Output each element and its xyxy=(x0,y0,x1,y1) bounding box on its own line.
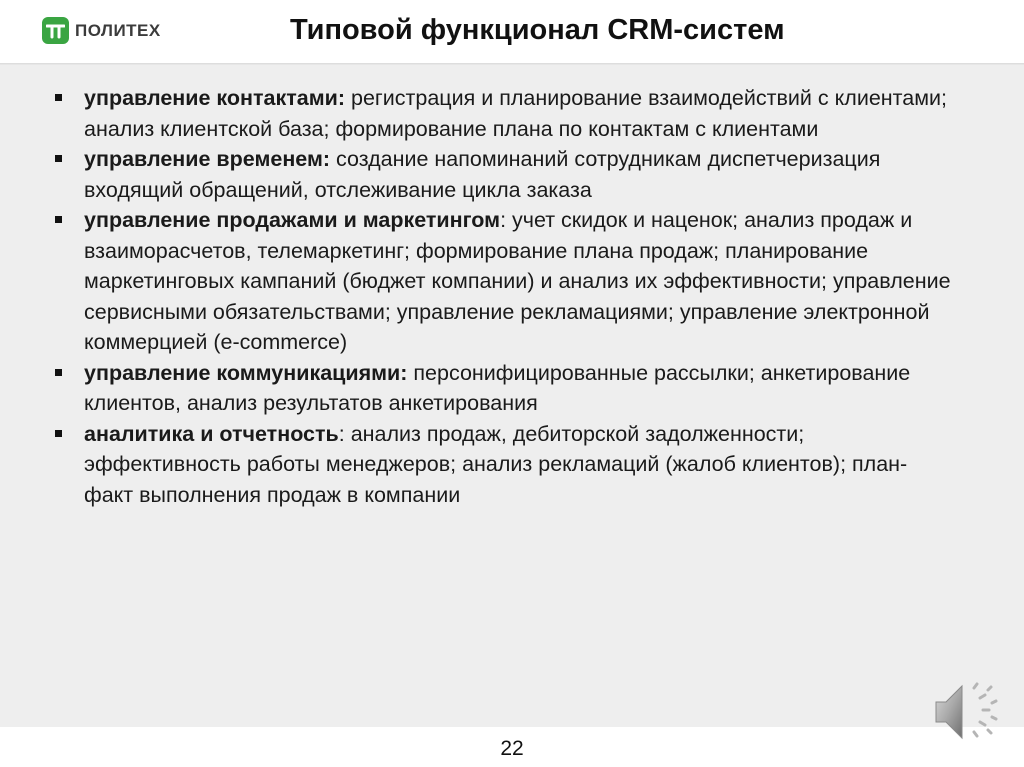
list-item-time xyxy=(55,144,955,205)
list-item-text: создание напоминаний сотрудникам диспетчеризация входящий обращений, отслеживание цикла заказа xyxy=(84,147,881,202)
square-bullet-icon xyxy=(55,94,62,101)
list-item-text: персонифицированные рассылки; анкетирование клиентов, анализ результатов анкетирования xyxy=(84,360,911,415)
square-bullet-icon xyxy=(55,369,62,376)
speaker-icon[interactable] xyxy=(930,676,1002,748)
logo-text: ПОЛИТЕХ xyxy=(75,20,161,40)
slide-header xyxy=(0,0,1024,64)
list-item-text: регистрация и планирование взаимодействий с клиентами; анализ клиентской база; формирование плана по контактам с клиентами xyxy=(84,86,947,141)
page-number: 22 xyxy=(500,737,524,760)
pi-letter-icon xyxy=(46,22,65,39)
square-bullet-icon xyxy=(55,155,62,162)
list-item-analytics xyxy=(55,419,955,511)
list-item-text: : анализ продаж, дебиторской задолженности; эффективность работы менеджеров; анализ рекламаций (жалоб клиентов); план-факт выполнения продаж в компании xyxy=(84,421,908,507)
feature-list xyxy=(55,83,955,510)
politech-logo-mark-icon xyxy=(42,17,69,44)
list-item-heading: управление коммуникациями: xyxy=(84,360,408,385)
list-item-communications xyxy=(55,358,955,419)
list-item-text: : учет скидок и наценок; анализ продаж и взаиморасчетов, телемаркетинг; формирование плана продаж; планирование маркетинговых кампаний (бюджет компании) и анализ их эффективности; управление сервисными обязательствами; управление рекламациями; управление электронной коммерцией (e-commerce) xyxy=(84,208,951,354)
square-bullet-icon xyxy=(55,430,62,437)
list-item-heading: управление контактами: xyxy=(84,86,346,110)
list-item-heading: управление продажами и маркетингом xyxy=(84,208,501,232)
square-bullet-icon xyxy=(55,216,62,223)
slide-title: Типовой функционал CRM-систем xyxy=(290,14,785,46)
politech-logo xyxy=(42,17,161,44)
list-item-heading: управление временем: xyxy=(84,147,331,171)
list-item-sales-marketing xyxy=(55,205,955,358)
list-item-contacts xyxy=(55,83,955,144)
list-item-heading: аналитика и отчетность xyxy=(84,421,339,446)
